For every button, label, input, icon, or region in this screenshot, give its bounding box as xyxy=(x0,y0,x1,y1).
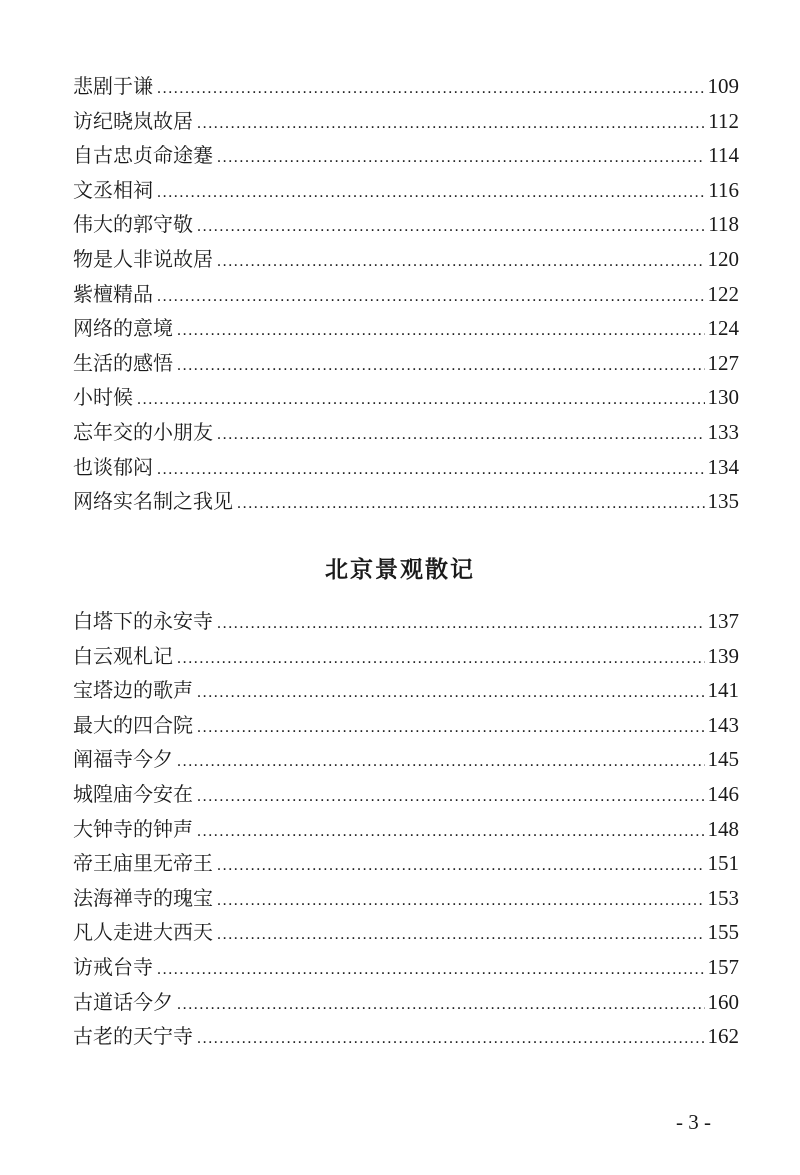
dot-leader xyxy=(217,918,705,953)
toc-entry[interactable] xyxy=(73,950,739,985)
toc-entry-title: 阐福寺今夕 xyxy=(73,747,173,772)
toc-entry-page: 124 xyxy=(707,316,739,341)
toc-entry-title: 生活的感悟 xyxy=(73,350,173,375)
dot-leader xyxy=(217,245,705,280)
toc-entry[interactable] xyxy=(73,812,739,847)
toc-entry-page: 134 xyxy=(707,454,739,479)
toc-list-part1 xyxy=(73,69,739,519)
toc-entry-title: 也谈郁闷 xyxy=(73,454,153,479)
toc-entry[interactable] xyxy=(73,104,739,139)
toc-entry-page: 160 xyxy=(707,989,739,1014)
toc-entry-title: 宝塔边的歌声 xyxy=(73,678,193,703)
toc-entry-page: 139 xyxy=(707,643,739,668)
toc-entry-title: 自古忠贞命途蹇 xyxy=(73,143,213,168)
toc-entry-page: 114 xyxy=(708,143,739,168)
toc-entry-page: 148 xyxy=(707,816,739,841)
dot-leader xyxy=(197,780,705,815)
toc-entry-page: 112 xyxy=(708,108,739,133)
toc-entry[interactable] xyxy=(73,881,739,916)
toc-entry-title: 小时候 xyxy=(73,385,133,410)
dot-leader xyxy=(197,1022,705,1057)
toc-entry-page: 122 xyxy=(707,281,739,306)
toc-entry-page: 151 xyxy=(707,851,739,876)
toc-entry[interactable] xyxy=(73,346,739,381)
dot-leader xyxy=(137,383,705,418)
toc-entry-page: 153 xyxy=(707,885,739,910)
toc-entry[interactable] xyxy=(73,604,739,639)
toc-entry[interactable] xyxy=(73,708,739,743)
toc-entry[interactable] xyxy=(73,450,739,485)
toc-entry[interactable] xyxy=(73,777,739,812)
dot-leader xyxy=(217,849,705,884)
dot-leader xyxy=(197,676,705,711)
toc-entry-title: 紫檀精品 xyxy=(73,281,153,306)
dot-leader xyxy=(217,884,705,919)
dot-leader xyxy=(157,280,705,315)
toc-entry-page: 157 xyxy=(707,954,739,979)
toc-entry[interactable] xyxy=(73,415,739,450)
toc-entry-title: 凡人走进大西天 xyxy=(73,920,213,945)
toc-entry-title: 网络的意境 xyxy=(73,316,173,341)
toc-entry-title: 忘年交的小朋友 xyxy=(73,419,213,444)
dot-leader xyxy=(197,815,705,850)
dot-leader xyxy=(157,453,705,488)
toc-entry-page: 137 xyxy=(707,609,739,633)
toc-entry-page: 116 xyxy=(708,177,739,202)
toc-entry-page: 120 xyxy=(707,246,739,271)
toc-entry[interactable] xyxy=(73,673,739,708)
section-heading: 北京景观散记 xyxy=(325,557,475,583)
dot-leader xyxy=(197,107,705,142)
toc-entry-page: 127 xyxy=(707,350,739,375)
toc-entry[interactable] xyxy=(73,915,739,950)
dot-leader xyxy=(237,487,705,522)
toc-entry-title: 最大的四合院 xyxy=(73,712,193,737)
toc-entry-title: 悲剧于谦 xyxy=(73,74,153,98)
toc-entry-title: 古道话今夕 xyxy=(73,989,173,1014)
dot-leader xyxy=(177,314,705,349)
toc-entry[interactable] xyxy=(73,742,739,777)
toc-entry-page: 118 xyxy=(708,212,739,237)
toc-entry[interactable] xyxy=(73,846,739,881)
dot-leader xyxy=(217,141,705,176)
toc-entry[interactable] xyxy=(73,69,739,104)
toc-entry-page: 130 xyxy=(707,385,739,410)
toc-entry-title: 白塔下的永安寺 xyxy=(73,609,213,633)
toc-entry[interactable] xyxy=(73,173,739,208)
dot-leader xyxy=(177,349,705,384)
toc-entry[interactable] xyxy=(73,242,739,277)
dot-leader xyxy=(217,418,705,453)
dot-leader xyxy=(197,210,705,245)
toc-entry-title: 大钟寺的钟声 xyxy=(73,816,193,841)
toc-entry-page: 135 xyxy=(707,489,739,514)
dot-leader xyxy=(197,711,705,746)
toc-entry-title: 白云观札记 xyxy=(73,643,173,668)
toc-entry[interactable] xyxy=(73,138,739,173)
toc-entry[interactable] xyxy=(73,207,739,242)
dot-leader xyxy=(177,745,705,780)
toc-list-part2 xyxy=(73,604,739,1054)
toc-entry-page: 155 xyxy=(707,920,739,945)
page-number: - 3 - xyxy=(676,1110,711,1134)
dot-leader xyxy=(217,607,705,642)
toc-entry-page: 162 xyxy=(707,1024,739,1049)
toc-entry-title: 访戒台寺 xyxy=(73,954,153,979)
dot-leader xyxy=(157,176,705,211)
toc-entry-page: 133 xyxy=(707,419,739,444)
toc-entry[interactable] xyxy=(73,277,739,312)
toc-entry-title: 法海禅寺的瑰宝 xyxy=(73,885,213,910)
toc-entry-page: 141 xyxy=(707,678,739,703)
toc-entry-title: 古老的天宁寺 xyxy=(73,1024,193,1049)
toc-entry-title: 伟大的郭守敬 xyxy=(73,212,193,237)
toc-entry-title: 文丞相祠 xyxy=(73,177,153,202)
toc-entry-page: 145 xyxy=(707,747,739,772)
toc-entry-page: 146 xyxy=(707,781,739,806)
toc-entry-title: 城隍庙今安在 xyxy=(73,781,193,806)
toc-entry-title: 访纪晓岚故居 xyxy=(73,108,193,133)
toc-entry-title: 帝王庙里无帝王 xyxy=(73,851,213,876)
toc-entry-title: 物是人非说故居 xyxy=(73,246,213,271)
dot-leader xyxy=(157,72,705,107)
toc-entry[interactable] xyxy=(73,380,739,415)
toc-entry-page: 109 xyxy=(707,74,739,98)
dot-leader xyxy=(177,642,705,677)
dot-leader xyxy=(177,988,705,1023)
toc-entry[interactable] xyxy=(73,484,739,519)
dot-leader xyxy=(157,953,705,988)
toc-entry[interactable] xyxy=(73,985,739,1020)
toc-entry[interactable] xyxy=(73,1019,739,1054)
toc-entry-page: 143 xyxy=(707,712,739,737)
toc-entry[interactable] xyxy=(73,311,739,346)
toc-entry[interactable] xyxy=(73,639,739,674)
toc-entry-title: 网络实名制之我见 xyxy=(73,489,233,514)
